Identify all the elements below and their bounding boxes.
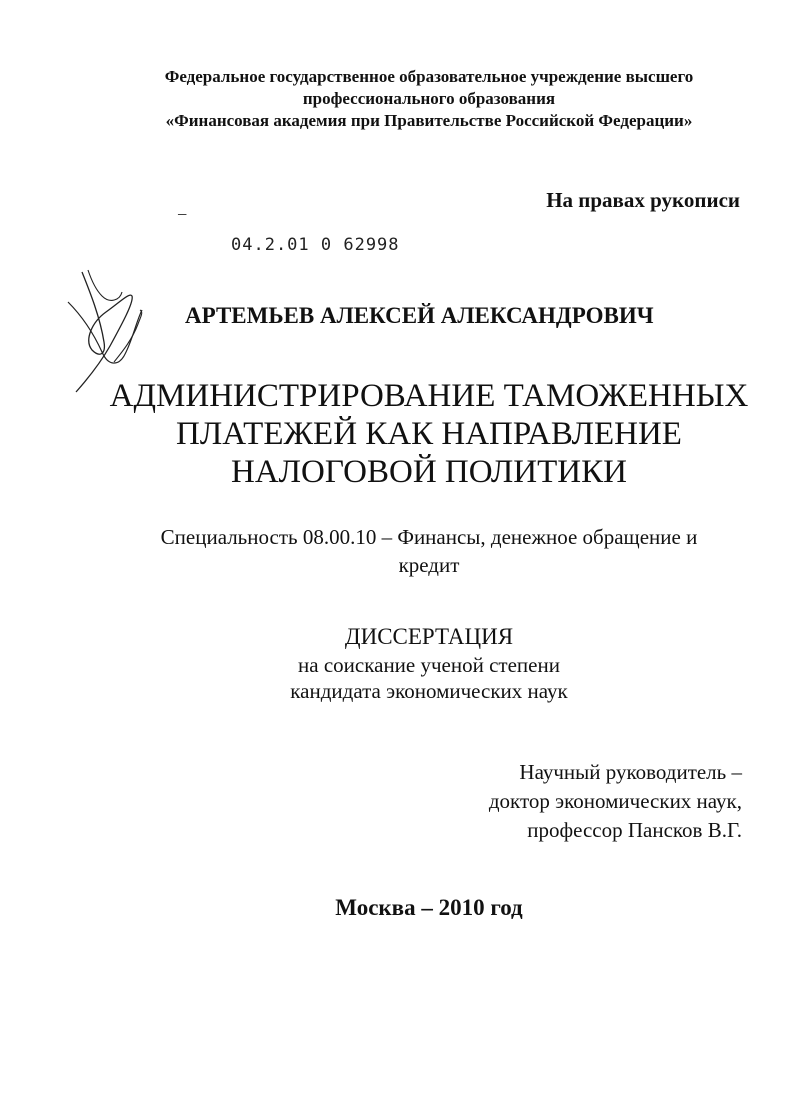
title-line-1: АДМИНИСТРИРОВАНИЕ ТАМОЖЕННЫХ: [109, 378, 749, 414]
supervisor-line-3: профессор Пансков В.Г.: [527, 818, 742, 842]
dissertation-title: [0, 377, 799, 491]
city-year: Москва – 2010 год: [335, 895, 523, 920]
title-line-3: НАЛОГОВОЙ ПОЛИТИКИ: [231, 454, 627, 490]
institution-line-1: Федеральное государственное образовательное учреждение высшего: [164, 67, 694, 86]
institution-line-3: «Финансовая академия при Правительстве Российской Федерации»: [165, 111, 693, 130]
title-line-2: ПЛАТЕЖЕЙ КАК НАПРАВЛЕНИЕ: [176, 416, 682, 452]
dissertation-block: [0, 622, 799, 704]
specialty: [0, 523, 799, 579]
institution-line-2: профессионального образования: [302, 89, 556, 108]
dissertation-heading: ДИССЕРТАЦИЯ: [344, 624, 514, 649]
supervisor-line-1: Научный руководитель –: [519, 760, 742, 784]
margin-mark: —: [178, 207, 187, 223]
dissertation-line-2: кандидата экономических наук: [290, 679, 568, 703]
supervisor-line-2: доктор экономических наук,: [488, 789, 742, 813]
rights-note: На правах рукописи: [546, 188, 740, 212]
dissertation-line-1: на соискание ученой степени: [298, 653, 560, 677]
author-name: АРТЕМЬЕВ АЛЕКСЕЙ АЛЕКСАНДРОВИЧ: [185, 303, 654, 328]
institution-header: [0, 66, 799, 132]
catalog-number: 04.2.01 0 62998: [231, 235, 400, 255]
specialty-line-2: кредит: [398, 553, 460, 577]
specialty-line-1: Специальность 08.00.10 – Финансы, денежное обращение и: [160, 525, 698, 549]
supervisor-block: [489, 758, 742, 845]
